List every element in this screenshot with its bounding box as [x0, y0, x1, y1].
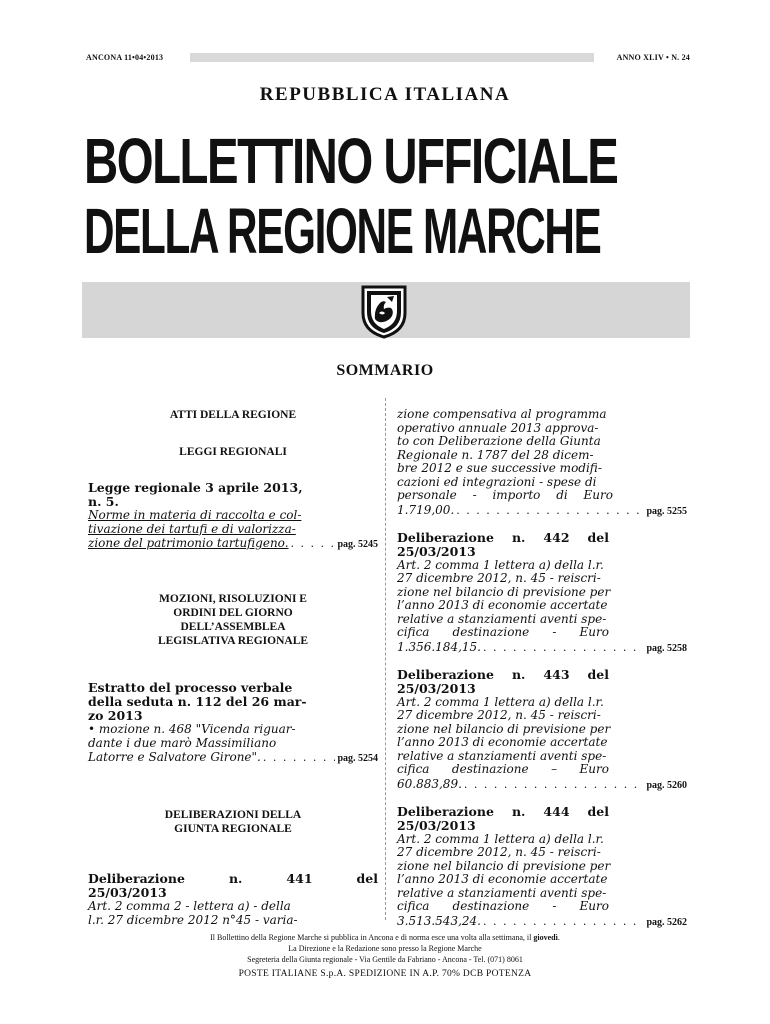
leader-dots [291, 536, 336, 551]
delibera-442-text-5: relative a stanziamenti aventi spe- [397, 611, 607, 626]
left-column [88, 400, 378, 927]
delibera-443-text-1: Art. 2 comma 1 lettera a) della l.r. [397, 694, 604, 709]
word: – [551, 762, 558, 776]
delibera-442-date: 25/03/2013 [397, 543, 476, 559]
footer-weekday: giovedì [533, 933, 558, 942]
leader-dots [464, 777, 645, 792]
title-word: n. [511, 529, 526, 545]
delibera-442-leader [397, 640, 687, 656]
delibera-444-text-5: relative a stanziamenti aventi spe- [397, 885, 607, 900]
delibera-443-text-3: zione nel bilancio di previsione per [397, 721, 611, 736]
delibera-442-entry[interactable] [397, 531, 687, 656]
cont-text-6: cazioni ed integrazioni - spese di [397, 474, 597, 489]
cont-text-7 [397, 489, 613, 503]
legge-page: pag. 5245 [337, 539, 378, 550]
section-mozioni-line-3: DELL’ASSEMBLEA [180, 621, 286, 633]
title-word: del [587, 529, 609, 545]
footer-line-1 [0, 932, 770, 943]
cont-text-3: to con Deliberazione della Giunta [397, 434, 601, 448]
delibera-443-entry[interactable] [397, 668, 687, 793]
title-word: del [587, 666, 609, 682]
legge-text-3: zione del patrimonio tartufigeno. [88, 536, 289, 550]
delibera-444-text-3: zione nel bilancio di previsione per [397, 858, 611, 873]
right-column [397, 400, 687, 930]
legge-leader [88, 536, 378, 552]
delibera-441-title [88, 872, 378, 886]
delibera-441-text-1: Art. 2 comma 2 - lettera a) - della [88, 899, 291, 913]
cont-text-5: bre 2012 e sue successive modifi- [397, 461, 602, 475]
cont-text-8: 1.719,00. [397, 502, 455, 517]
word: destinazione [452, 625, 530, 639]
delibera-443-text-6 [397, 763, 609, 777]
title-word: Deliberazione [88, 871, 185, 886]
estratto-text-1: • mozione n. 468 "Vicenda riguar- [88, 722, 296, 736]
estratto-page: pag. 5254 [337, 753, 378, 764]
section-mozioni-line-2: ORDINI DEL GIORNO [173, 607, 293, 619]
word: di [556, 488, 568, 502]
footer-line-2: La Direzione e la Redazione sono presso la Regione Marche [288, 944, 482, 953]
delibera-444-text-6 [397, 900, 609, 914]
title-word: 444 [543, 803, 570, 819]
word: personale [397, 488, 457, 502]
title-word: n. [511, 803, 526, 819]
delibera-444-text-4: l’anno 2013 di economie accertate [397, 872, 608, 886]
leader-dots [483, 640, 644, 655]
issue-number: ANNO XLIV • N. 24 [616, 53, 690, 62]
delibera-443-title [397, 668, 609, 682]
word: - [472, 488, 477, 502]
delibera-444-text-2: 27 dicembre 2012, n. 45 - reiscri- [397, 845, 601, 859]
cont-text-1: zione compensativa al programma [397, 407, 607, 421]
regione-marche-emblem-icon [359, 283, 409, 339]
delibera-444-text-1: Art. 2 comma 1 lettera a) della l.r. [397, 831, 604, 846]
cont-leader [397, 503, 687, 519]
estratto-leader [88, 750, 378, 766]
estratto-title-2: della seduta n. 112 del 26 mar- [88, 694, 307, 709]
title-word: Deliberazione [397, 529, 494, 545]
title-word: 442 [543, 529, 570, 545]
title-word: Deliberazione [397, 666, 494, 682]
section-mozioni [88, 592, 378, 648]
issue-date: ANCONA 11•04•2013 [86, 53, 164, 62]
word: - [552, 899, 557, 913]
section-leggi-regionali: LEGGI REGIONALI [179, 446, 287, 458]
estratto-text-3: Latorre e Salvatore Girone". [88, 750, 261, 764]
header-rule [190, 53, 594, 62]
delibera-442-text-4: l’anno 2013 di economie accertate [397, 598, 608, 612]
delibera-443-text-7: 60.883,89. [397, 776, 462, 791]
delibera-442-text-1: Art. 2 comma 1 lettera a) della l.r. [397, 557, 604, 572]
word: cifica [397, 625, 430, 639]
delibera-444-entry[interactable] [397, 805, 687, 930]
word: Euro [579, 899, 609, 913]
leader-dots [263, 750, 336, 765]
column-divider [385, 398, 386, 920]
delibera-442-text-2: 27 dicembre 2012, n. 45 - reiscri- [397, 571, 601, 585]
cont-text-2: operativo annuale 2013 approva- [397, 420, 599, 435]
delibera-444-title [397, 805, 609, 819]
word: cifica [397, 762, 430, 776]
section-mozioni-line-1: MOZIONI, RISOLUZIONI E [159, 593, 307, 605]
word: importo [492, 488, 541, 502]
section-deliberazioni [88, 808, 378, 836]
section-atti-regione: ATTI DELLA REGIONE [169, 409, 297, 421]
delibera-444-text-7: 3.513.543,24. [397, 913, 481, 928]
title-word: del [356, 871, 378, 886]
delibera-442-title [397, 531, 609, 545]
section-mozioni-line-4: LEGISLATIVA REGIONALE [157, 635, 309, 647]
word: destinazione [451, 762, 529, 776]
masthead-line-1: BOLLETTINO UFFICIALE [84, 125, 618, 197]
masthead-line-2: DELLA REGIONE MARCHE [84, 195, 601, 267]
footer-line-3: Segreteria della Giunta regionale - Via Gentile da Fabriano - Ancona - Tel. (071) 8061 [247, 955, 523, 964]
word: Euro [579, 625, 609, 639]
delibera-442-page: pag. 5258 [646, 642, 687, 654]
estratto-text-2: dante i due marò Massimiliano [88, 735, 277, 750]
word: Euro [583, 488, 613, 502]
word: Euro [579, 762, 609, 776]
footer-text: Il Bollettino della Regione Marche si pubblica in Ancona e di norma esce una volta alla settimana, il [210, 933, 532, 942]
delibera-442-text-7: 1.356.184,15. [397, 639, 481, 654]
delibera-443-page: pag. 5260 [646, 779, 687, 791]
title-word: 441 [286, 871, 313, 886]
delibera-443-text-5: relative a stanziamenti aventi spe- [397, 748, 607, 763]
section-deliberazioni-line-2: GIUNTA REGIONALE [174, 823, 292, 835]
cont-page: pag. 5255 [646, 505, 687, 517]
title-word: del [587, 803, 609, 819]
estratto-entry[interactable] [88, 681, 378, 766]
section-deliberazioni-line-1: DELIBERAZIONI DELLA [164, 809, 302, 821]
title-word: 443 [543, 666, 570, 682]
leader-dots [456, 503, 644, 518]
delibera-443-text-2: 27 dicembre 2012, n. 45 - reiscri- [397, 708, 601, 722]
delibera-444-page: pag. 5262 [646, 916, 687, 928]
word: - [552, 625, 557, 639]
delibera-442-text-6 [397, 626, 609, 640]
title-word: n. [228, 871, 243, 886]
delibera-442-text-3: zione nel bilancio di previsione per [397, 584, 611, 599]
word: destinazione [452, 899, 530, 913]
republic-heading: REPUBBLICA ITALIANA [259, 84, 511, 105]
delibera-443-text-4: l’anno 2013 di economie accertate [397, 735, 608, 749]
word: cifica [397, 899, 430, 913]
summary-title: SOMMARIO [336, 362, 434, 379]
delibera-443-date: 25/03/2013 [397, 680, 476, 696]
delibera-441-continued[interactable] [397, 408, 687, 519]
delibera-444-date: 25/03/2013 [397, 817, 476, 833]
legge-entry[interactable] [88, 481, 378, 552]
delibera-443-leader [397, 777, 687, 793]
postal-notice: POSTE ITALIANE S.p.A. SPEDIZIONE IN A.P. 70% DCB POTENZA [238, 969, 532, 979]
delibera-441-entry[interactable] [88, 872, 378, 927]
delibera-444-leader [397, 914, 687, 930]
delibera-441-text-2: l.r. 27 dicembre 2012 n°45 - varia- [88, 912, 298, 927]
delibera-441-date: 25/03/2013 [88, 885, 167, 900]
leader-dots [483, 914, 644, 929]
legge-text-1: Norme in materia di raccolta e col- [88, 508, 302, 522]
title-word: n. [511, 666, 526, 682]
cont-text-4: Regionale n. 1787 del 28 dicem- [397, 447, 594, 462]
issue-header [86, 52, 690, 64]
title-word: Deliberazione [397, 803, 494, 819]
legge-text-2: tivazione dei tartufi e di valorizza- [88, 521, 296, 536]
estratto-title-1: Estratto del processo verbale [88, 680, 293, 695]
legge-title-2: n. 5. [88, 494, 119, 509]
estratto-title-3: zo 2013 [88, 708, 143, 723]
footer-period: . [557, 933, 560, 942]
legge-title-1: Legge regionale 3 aprile 2013, [88, 480, 303, 495]
publication-footer [0, 932, 770, 965]
